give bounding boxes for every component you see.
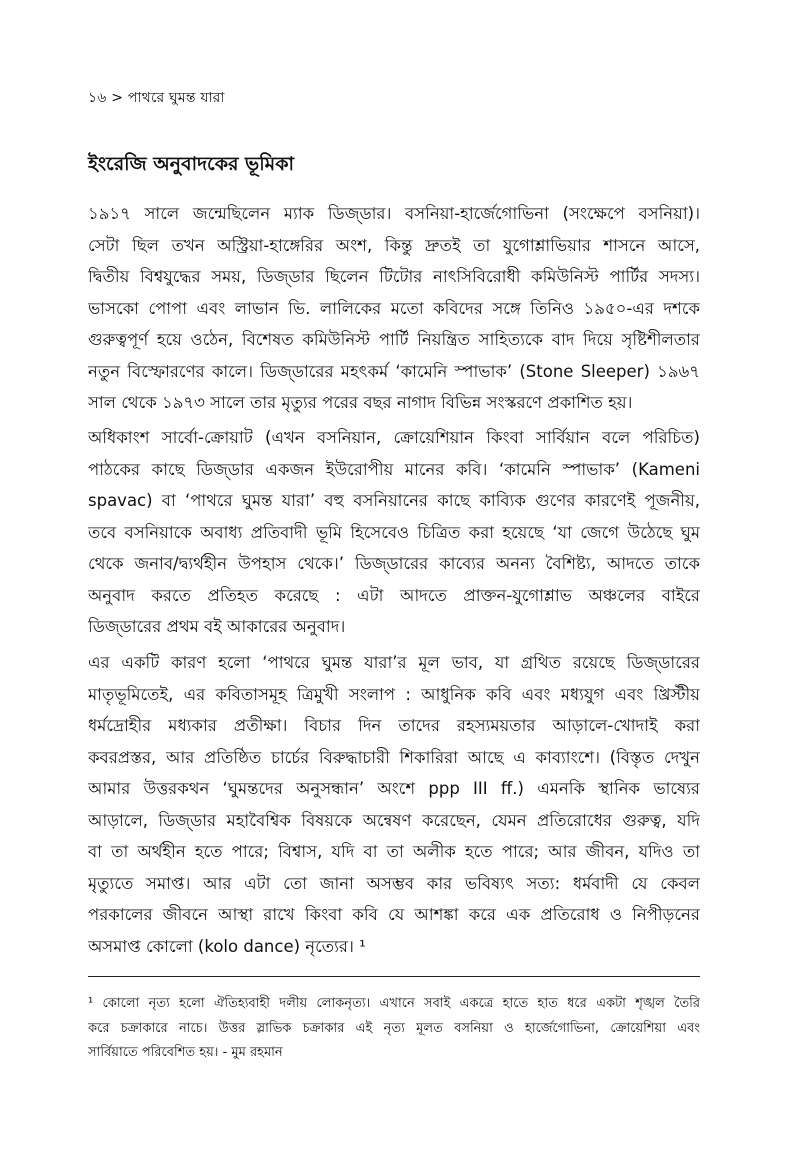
footnote-divider (88, 976, 700, 977)
text-line: ডিজ্‌ডারের প্রথম বই আকারের অনুবাদ। (88, 617, 346, 636)
text-line: পরকালের জীবনে আস্থা রাখে কিংবা কবি যে আশঙ্কা করে এক প্রতিরোধ ও নিপীড়নের (88, 905, 700, 924)
text-line: নতুন বিস্ফোরণের কালে। ডিজ্‌ডারের মহৎকর্ম ‘কামেনি স্পাভাক’ (Stone Sleeper) ১৯৬৭ (88, 361, 700, 381)
section-heading: ইংরেজি অনুবাদকের ভূমিকা (88, 153, 294, 175)
text-line: গুরুত্বপূর্ণ হয়ে ওঠেন, বিশেষত কমিউনিস্ট পার্টি নিয়ন্ত্রিত সাহিত্যকে বাদ দিয়ে সৃষ্টিশীলতার (88, 330, 700, 349)
text-line: ভাসকো পোপা এবং লাভান ভি. লালিকের মতো কবিদের সঙ্গে তিনিও ১৯৫০-এর দশকে (88, 298, 700, 318)
footnote-line: সার্বিয়াতে পরিবেশিত হয়। - মুম রহমান (88, 1045, 283, 1060)
text-line: সেটা ছিল তখন অস্ট্রিয়া-হাঙ্গেরির অংশ, কিন্তু দ্রুতই তা যুগোশ্লাভিয়ার শাসনে আসে, (88, 235, 700, 255)
text-line: ধর্মদ্রোহীর মধ্যকার প্রতীক্ষা। বিচার দিন তাদের রহস্যময়তার আড়ালে-খোদাই করা (88, 716, 700, 735)
text-line: দ্বিতীয় বিশ্বযুদ্ধের সময়, ডিজ্‌ডার ছিলেন টিটোর নাৎসিবিরোধী কমিউনিস্ট পার্টির সদস্য। (88, 267, 700, 286)
text-line: ১৯১৭ সালে জন্মেছিলেন ম্যাক ডিজ্‌ডার। বসনিয়া-হার্জেগোভিনা (সংক্ষেপে বসনিয়া)। (88, 204, 700, 223)
text-line: আমার উত্তরকথন ‘ঘুমন্তদের অনুসন্ধান’ অংশে ppp III ff.) এমনকি স্থানিক ভাষ্যের (88, 779, 700, 798)
text-line: সাল থেকে ১৯৭৩ সালে তার মৃত্যুর পরের বছর নাগাদ বিভিন্ন সংস্করণে প্রকাশিত হয়। (88, 393, 633, 412)
text-line: অসমাপ্ত কোলো (kolo dance) নৃত্যের। ¹ (88, 936, 366, 956)
text-line: পাঠকের কাছে ডিজ্‌ডার একজন ইউরোপীয় মানের কবি। ‘কামেনি স্পাভাক’ (Kameni (88, 459, 700, 479)
text-line: অধিকাংশ সার্বো-ক্রোয়াট (এখন বসনিয়ান, ক্রোয়েশিয়ান কিংবা সার্বিয়ান বলে পরিচিত) (88, 428, 700, 447)
paragraph-1 (88, 198, 700, 419)
footnote-line: ¹ কোলো নৃত্য হলো ঐতিহ্যবাহী দলীয় লোকনৃত্য। এখানে সবাই একত্রে হাতে হাত ধরে একটা শৃঙ্খল তৈরি (88, 996, 700, 1011)
text-line: spavac) বা ‘পাথরে ঘুমন্ত যারা’ বহু বসনিয়ানের কাছে কাব্যিক গুণের কারণেই পূজনীয়, (88, 491, 700, 510)
text-line: এর একটি কারণ হলো ‘পাথরে ঘুমন্ত যারা’র মূল ভাব, যা গ্রথিত রয়েছে ডিজ্‌ডারের (88, 653, 700, 672)
text-line: থেকে জনাব/দ্ব্যর্থহীন উপহাস থেকে।’ ডিজ্‌ডারের কাব্যের অনন্য বৈশিষ্ট্য, আদতে তাকে (88, 554, 700, 573)
footnote-line: করে চক্রাকারে নাচে। উত্তর স্লাভিক চক্রাকার এই নৃত্য মূলত বসনিয়া ও হার্জেগোভিনা, ক্রোয়েশিয়া এবং (88, 1020, 700, 1036)
text-line: মৃত্যুতে সমাপ্ত। আর এটা তো জানা অসম্ভব কার ভবিষ্যৎ সত্য: ধর্মবাদী যে কেবল (88, 873, 700, 893)
paragraph-2 (88, 422, 700, 643)
text-line: আড়ালে, ডিজ্‌ডার মহাবৈশ্বিক বিষয়কে অন্বেষণ করেছেন, যেমন প্রতিরোধের গুরুত্ব, যদি (88, 810, 700, 830)
text-line: মাতৃভূমিতেই, এর কবিতাসমূহ ত্রিমুখী সংলাপ : আধুনিক কবি এবং মধ্যযুগ এবং খ্রিস্টীয় (88, 684, 700, 704)
text-line: তবে বসনিয়াকে অবাধ্য প্রতিবাদী ভূমি হিসেবেও চিত্রিত করা হয়েছে ‘যা জেগে উঠেছে ঘুম (88, 522, 700, 542)
footnote (88, 992, 700, 1066)
text-line: অনুবাদ করতে প্রতিহত করেছে : এটা আদতে প্রাক্তন-যুগোশ্লাভ অঞ্চলের বাইরে (88, 585, 700, 605)
running-head: ১৬ > পাথরে ঘুমন্ত যারা (88, 90, 225, 106)
paragraph-3 (88, 647, 700, 962)
text-line: কবরপ্রস্তর, আর প্রতিষ্ঠিত চার্চের বিরুদ্ধাচারী শিকারিরা আছে এ কাব্যাংশে। (বিস্তৃত দেখুন (88, 747, 700, 767)
text-line: বা তা অর্থহীন হতে পারে; বিশ্বাস, যদি বা তা অলীক হতে পারে; আর জীবন, যদিও তা (88, 842, 700, 861)
